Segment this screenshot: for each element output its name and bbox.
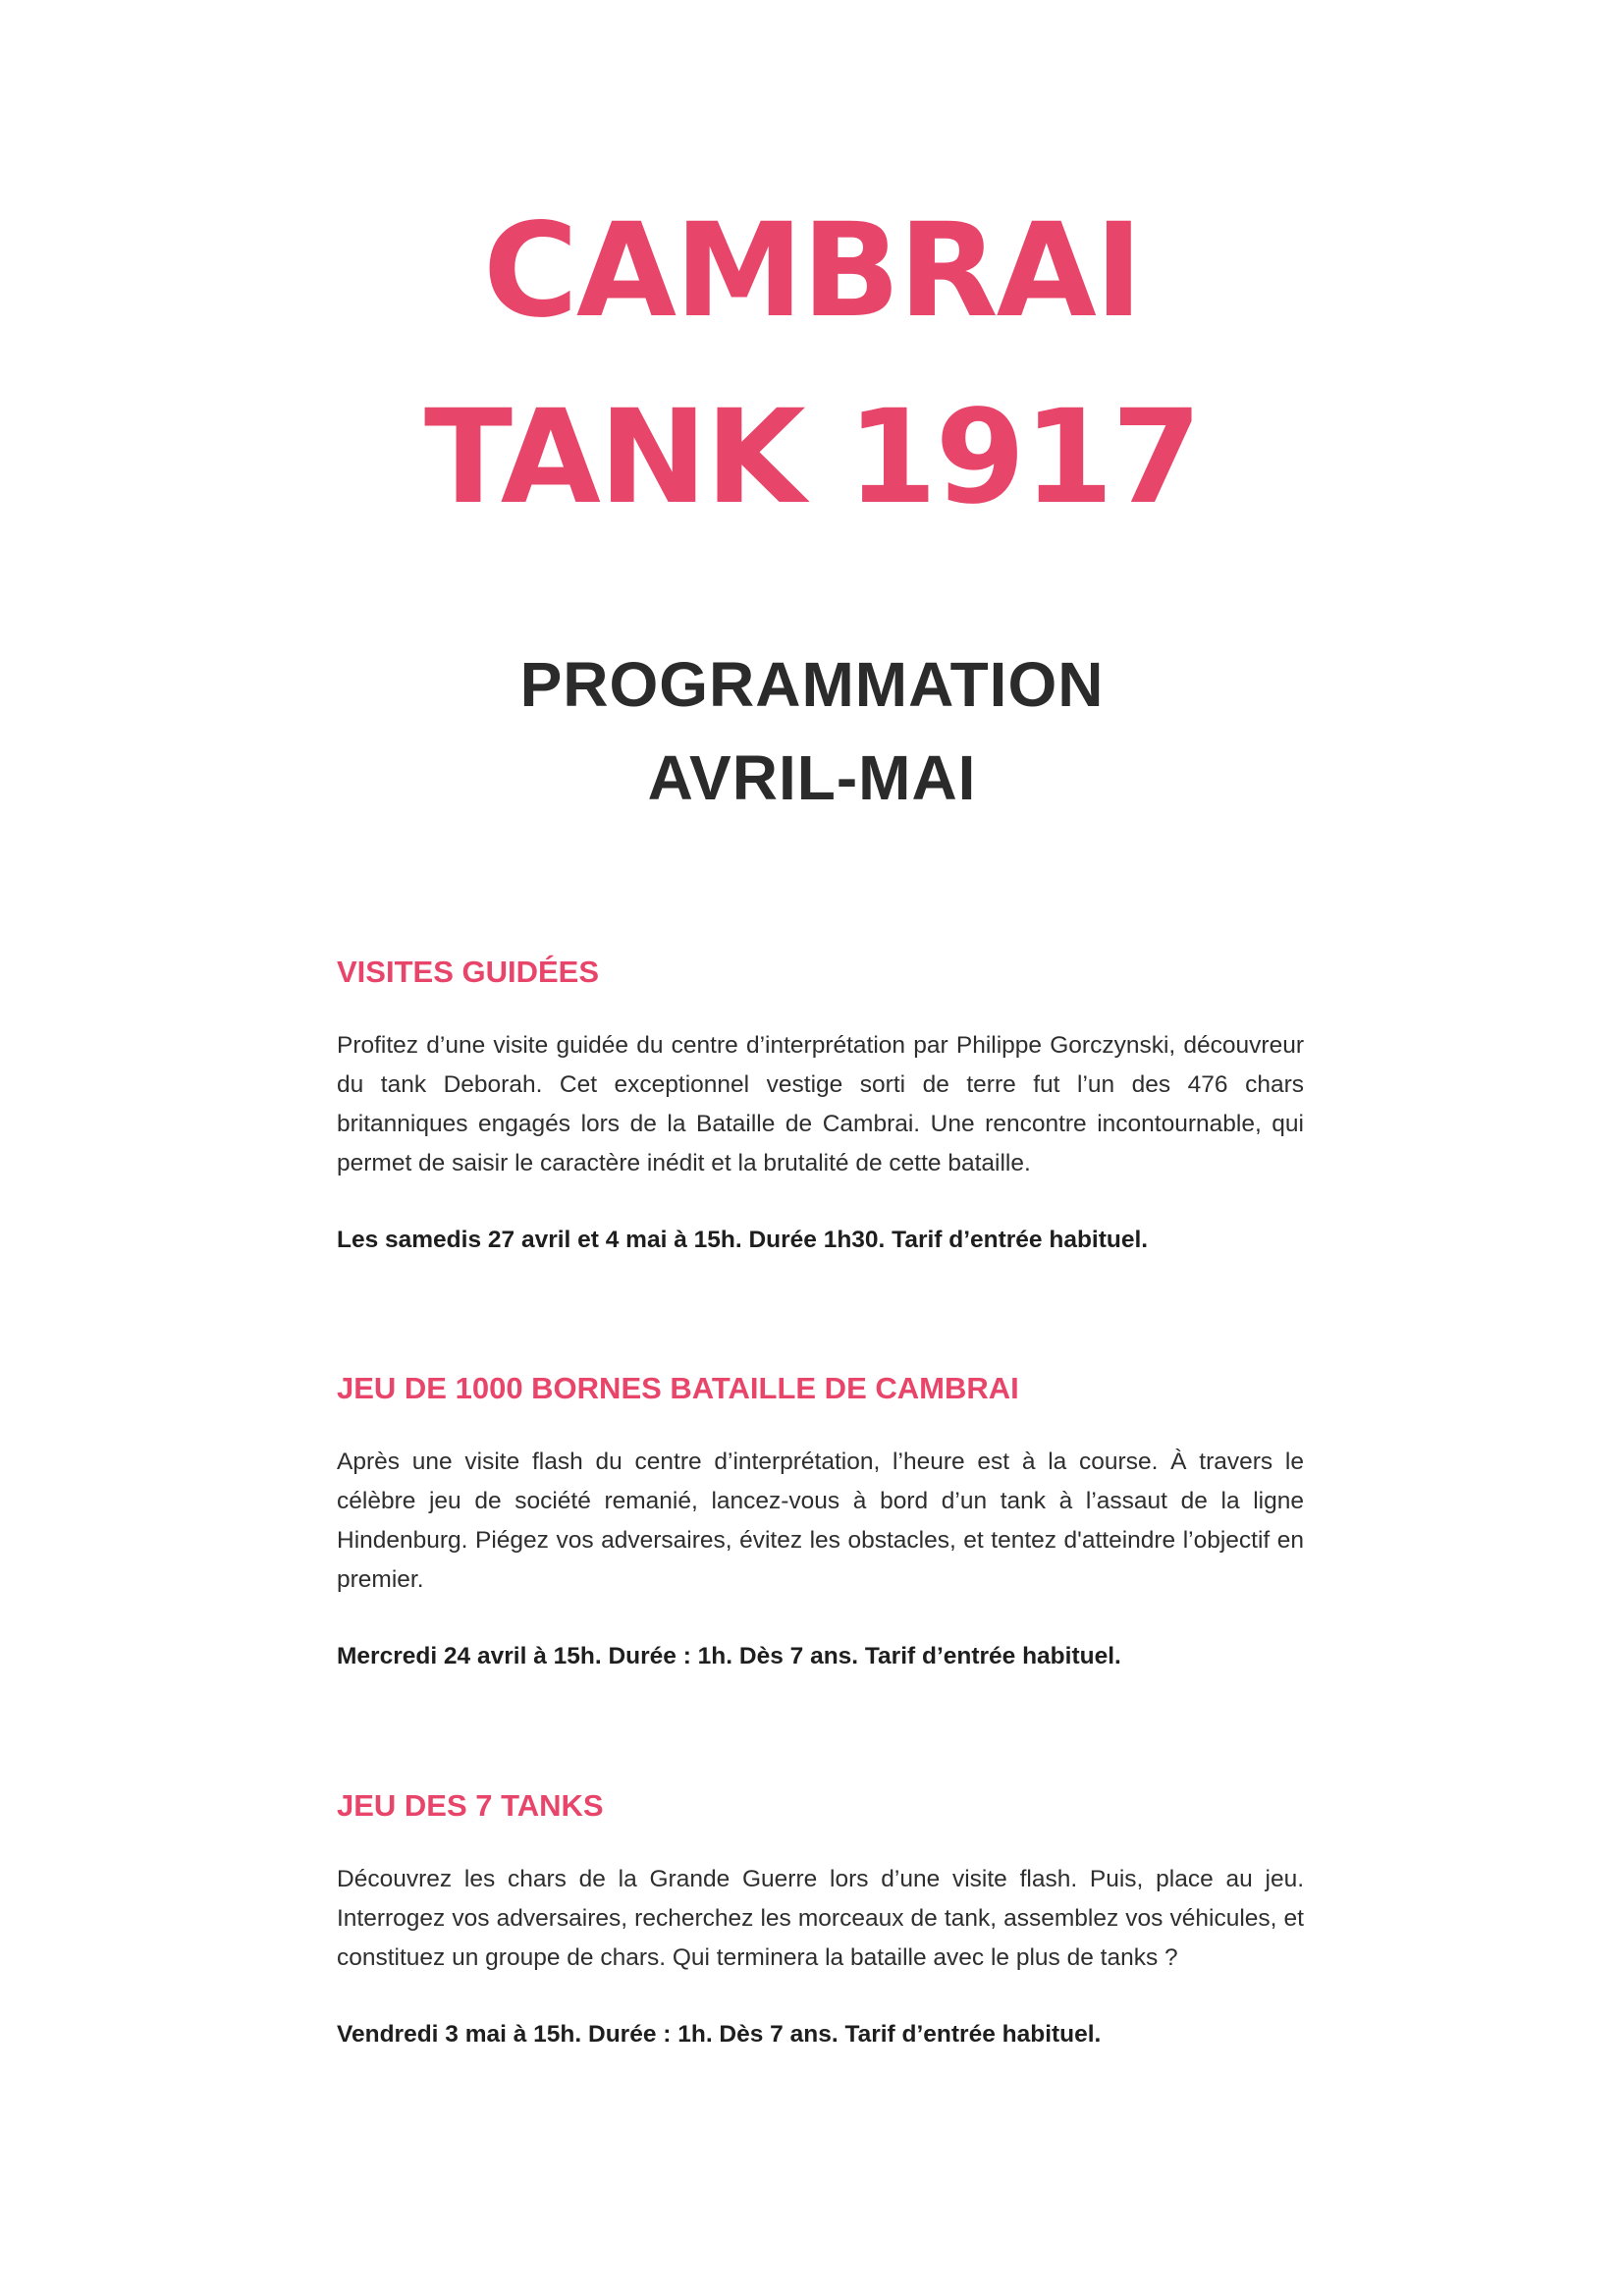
title-line-2: TANK 1917: [423, 382, 1201, 533]
section-heading: JEU DE 1000 BORNES BATAILLE DE CAMBRAI: [337, 1371, 1019, 1405]
section-heading: JEU DES 7 TANKS: [337, 1788, 604, 1823]
section-visites-guidees: [337, 957, 1304, 1256]
subtitle-line-1: PROGRAMMATION: [519, 649, 1105, 720]
section-details: Mercredi 24 avril à 15h. Durée : 1h. Dès 7 ans. Tarif d’entrée habituel.: [337, 1643, 1121, 1669]
section-heading: VISITES GUIDÉES: [337, 955, 600, 989]
section-details: Vendredi 3 mai à 15h. Durée : 1h. Dès 7 ans. Tarif d’entrée habituel.: [337, 2021, 1102, 2048]
section-jeu-7-tanks: [337, 1790, 1304, 2050]
subtitle-line-2: AVRIL-MAI: [647, 742, 977, 813]
section-body: Profitez d’une visite guidée du centre d’interprétation par Philippe Gorczynski, découvreur du tank Deborah. Cet exceptionnel vestige sorti de terre fut l’un des 476 chars britanniques engagés lors de la Bataille de Cambrai. Une rencontre incontournable, qui permet de saisir le caractère inédit et la brutalité de cette bataille.: [337, 1032, 1304, 1176]
section-body: Après une visite flash du centre d’interprétation, l’heure est à la course. À travers le célèbre jeu de société remanié, lancez-vous à bord d’un tank à l’assaut de la ligne Hindenburg. Piégez vos adversaires, évitez les obstacles, et tentez d'atteindre l’objectif en premier.: [337, 1449, 1304, 1593]
section-jeu-1000-bornes: [337, 1373, 1304, 1672]
section-details: Les samedis 27 avril et 4 mai à 15h. Durée 1h30. Tarif d’entrée habituel.: [337, 1227, 1149, 1253]
section-body: Découvrez les chars de la Grande Guerre lors d’une visite flash. Puis, place au jeu. Interrogez vos adversaires, recherchez les morceaux de tank, assemblez vos véhicules, et constituez un groupe de chars. Qui terminera la bataille avec le plus de tanks ?: [337, 1866, 1304, 1971]
title-line-1: CAMBRAI: [483, 195, 1141, 347]
